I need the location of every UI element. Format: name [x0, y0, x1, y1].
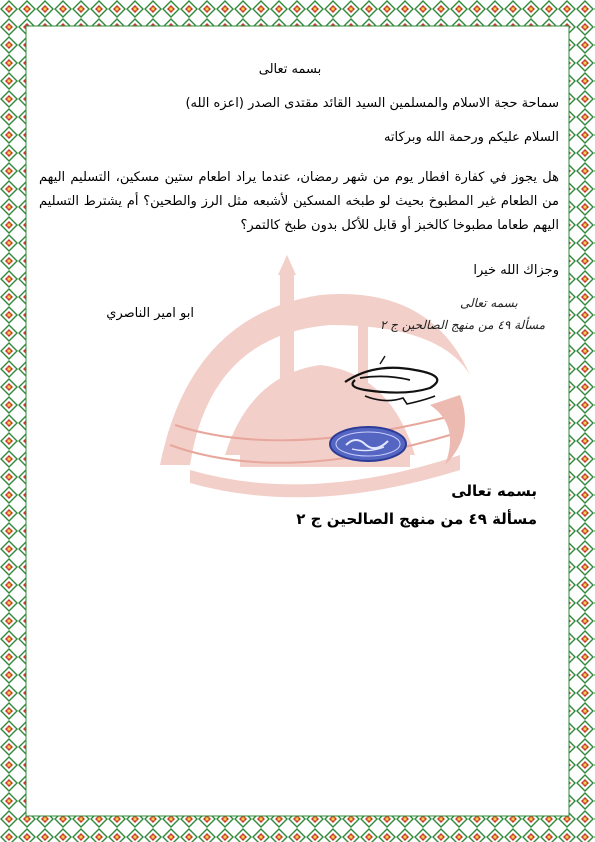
handwritten-signature [335, 352, 455, 412]
official-seal [328, 425, 408, 463]
handwritten-basmala: بسمه تعالى [460, 296, 518, 310]
letter-salutation: السلام عليكم ورحمة الله وبركاته [383, 130, 559, 145]
letter-basmala: بسمه تعالى [258, 62, 322, 77]
letter-signer: ابو امير الناصري [106, 306, 194, 321]
letter-thanks: وجزاك الله خيرا [473, 263, 559, 278]
handwritten-answer: مسألة ٤٩ من منهج الصالحين ج ٢ [380, 318, 545, 332]
response-reference: مسألة ٤٩ من منهج الصالحين ج ٢ [296, 510, 537, 528]
response-basmala: بسمه تعالى [451, 482, 537, 500]
letter-addressee: سماحة حجة الاسلام والمسلمين السيد القائد مقتدى الصدر (اعزه الله) [185, 96, 559, 111]
letter-question: هل يجوز في كفارة افطار يوم من شهر رمضان، عندما يراد اطعام ستين مسكين، التسليم اليهم من الطعام غير المطبوخ بحيث لو طبخه المسكين لأشبعه مثل الرز والطحين؟ أم يشترط التسليم اليهم طعاما مطبوخا كالخبز أو قابل للأكل بدون طبخ كالتمر؟ [39, 170, 559, 233]
